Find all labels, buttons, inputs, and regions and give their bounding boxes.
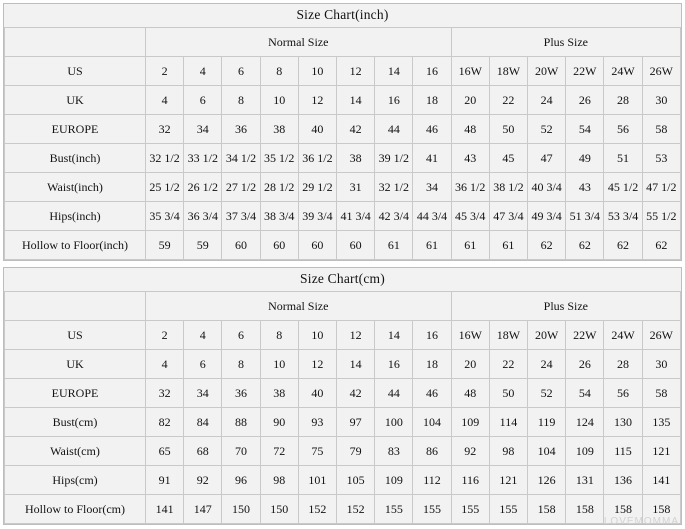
- cell: 109: [451, 408, 489, 437]
- cell: 4: [184, 57, 222, 86]
- cell: 158: [604, 495, 642, 524]
- cell: 70: [222, 437, 260, 466]
- cell: 10: [298, 321, 336, 350]
- cell: 38: [260, 115, 298, 144]
- cell: 115: [604, 437, 642, 466]
- cell: 155: [413, 495, 451, 524]
- cell: 152: [298, 495, 336, 524]
- cell: 61: [413, 231, 451, 260]
- cell: 40: [298, 379, 336, 408]
- cell: 30: [642, 350, 680, 379]
- table-row: [5, 144, 681, 173]
- cell: 50: [489, 379, 527, 408]
- cell: 109: [375, 466, 413, 495]
- cell: 2: [146, 57, 184, 86]
- cell: 68: [184, 437, 222, 466]
- cell: 58: [642, 115, 680, 144]
- cell: 158: [642, 495, 680, 524]
- row-label-europe: EUROPE: [5, 115, 146, 144]
- cell: 41 3/4: [337, 202, 375, 231]
- cell: 16: [375, 350, 413, 379]
- cell: 75: [298, 437, 336, 466]
- cell: 22: [489, 86, 527, 115]
- cell: 88: [222, 408, 260, 437]
- cell: 22W: [566, 57, 604, 86]
- cell: 82: [146, 408, 184, 437]
- size-chart-inch: [3, 3, 682, 261]
- cell: 22: [489, 350, 527, 379]
- cell: 6: [222, 321, 260, 350]
- cell: 26: [566, 350, 604, 379]
- cell: 20W: [528, 57, 566, 86]
- row-label-bust: Bust(inch): [5, 144, 146, 173]
- cell: 135: [642, 408, 680, 437]
- table-row: [5, 350, 681, 379]
- cell: 2: [146, 321, 184, 350]
- cell: 147: [184, 495, 222, 524]
- cell: 121: [489, 466, 527, 495]
- cell: 150: [222, 495, 260, 524]
- cell: 29 1/2: [298, 173, 336, 202]
- cell: 91: [146, 466, 184, 495]
- cell: 12: [298, 350, 336, 379]
- cell: 26: [566, 86, 604, 115]
- row-label-hips: Hips(cm): [5, 466, 146, 495]
- group-header-normal-size: Normal Size: [146, 292, 452, 321]
- cell: 150: [260, 495, 298, 524]
- cell: 79: [337, 437, 375, 466]
- cell: 92: [184, 466, 222, 495]
- cell: 6: [222, 57, 260, 86]
- cell: 44 3/4: [413, 202, 451, 231]
- cell: 59: [184, 231, 222, 260]
- table-row: [5, 379, 681, 408]
- cell: 86: [413, 437, 451, 466]
- cell: 30: [642, 86, 680, 115]
- cell: 18W: [489, 321, 527, 350]
- cell: 58: [642, 379, 680, 408]
- cell: 42 3/4: [375, 202, 413, 231]
- cell: 39 3/4: [298, 202, 336, 231]
- cell: 72: [260, 437, 298, 466]
- size-chart-cm: [3, 267, 682, 525]
- table-row: [5, 202, 681, 231]
- cell: 24W: [604, 57, 642, 86]
- cell: 18W: [489, 57, 527, 86]
- group-header-plus-size: Plus Size: [451, 28, 680, 57]
- cell: 36: [222, 115, 260, 144]
- row-label-us: US: [5, 57, 146, 86]
- cell: 24W: [604, 321, 642, 350]
- cell: 4: [184, 321, 222, 350]
- row-label-bust: Bust(cm): [5, 408, 146, 437]
- cell: 46: [413, 115, 451, 144]
- cell: 52: [528, 379, 566, 408]
- group-header-plus-size: Plus Size: [451, 292, 680, 321]
- cell: 47 1/2: [642, 173, 680, 202]
- cell: 158: [528, 495, 566, 524]
- cell: 32: [146, 115, 184, 144]
- cell: 40: [298, 115, 336, 144]
- cell: 105: [337, 466, 375, 495]
- table-row: [5, 408, 681, 437]
- cell: 52: [528, 115, 566, 144]
- cell: 51: [604, 144, 642, 173]
- cell: 44: [375, 379, 413, 408]
- group-header-normal-size: Normal Size: [146, 28, 452, 57]
- cell: 90: [260, 408, 298, 437]
- cell: 16: [413, 321, 451, 350]
- cell: 46: [413, 379, 451, 408]
- row-label-hollow-to-floor: Hollow to Floor(inch): [5, 231, 146, 260]
- cell: 14: [375, 321, 413, 350]
- cell: 40 3/4: [528, 173, 566, 202]
- cell: 45 3/4: [451, 202, 489, 231]
- cell: 109: [566, 437, 604, 466]
- row-label-uk: UK: [5, 350, 146, 379]
- cell: 16W: [451, 57, 489, 86]
- cell: 20: [451, 86, 489, 115]
- row-label-hips: Hips(inch): [5, 202, 146, 231]
- cell: 50: [489, 115, 527, 144]
- table-row: [5, 231, 681, 260]
- cell: 51 3/4: [566, 202, 604, 231]
- cell: 43: [451, 144, 489, 173]
- cell: 14: [375, 57, 413, 86]
- cell: 124: [566, 408, 604, 437]
- cell: 155: [375, 495, 413, 524]
- cell: 96: [222, 466, 260, 495]
- cell: 36 1/2: [451, 173, 489, 202]
- cell: 136: [604, 466, 642, 495]
- cell: 33 1/2: [184, 144, 222, 173]
- group-header-row: [5, 292, 681, 321]
- cell: 22W: [566, 321, 604, 350]
- cell: 41: [413, 144, 451, 173]
- cell: 56: [604, 115, 642, 144]
- cell: 54: [566, 379, 604, 408]
- cell: 38 1/2: [489, 173, 527, 202]
- cell: 49: [566, 144, 604, 173]
- cell: 18: [413, 350, 451, 379]
- cell: 24: [528, 350, 566, 379]
- cell: 38: [337, 144, 375, 173]
- cell: 28: [604, 350, 642, 379]
- cell: 36: [222, 379, 260, 408]
- cell: 61: [375, 231, 413, 260]
- chart-title-inch: Size Chart(inch): [4, 4, 681, 27]
- cell: 8: [222, 86, 260, 115]
- cell: 155: [489, 495, 527, 524]
- row-label-us: US: [5, 321, 146, 350]
- cell: 20W: [528, 321, 566, 350]
- cell: 48: [451, 379, 489, 408]
- size-table-cm: [4, 291, 681, 524]
- cell: 101: [298, 466, 336, 495]
- cell: 42: [337, 379, 375, 408]
- cell: 61: [451, 231, 489, 260]
- cell: 12: [337, 321, 375, 350]
- cell: 60: [298, 231, 336, 260]
- cell: 62: [528, 231, 566, 260]
- cell: 104: [528, 437, 566, 466]
- row-label-hollow-to-floor: Hollow to Floor(cm): [5, 495, 146, 524]
- cell: 38: [260, 379, 298, 408]
- cell: 28 1/2: [260, 173, 298, 202]
- table-row: [5, 115, 681, 144]
- cell: 60: [337, 231, 375, 260]
- cell: 6: [184, 350, 222, 379]
- cell: 6: [184, 86, 222, 115]
- cell: 119: [528, 408, 566, 437]
- cell: 35 1/2: [260, 144, 298, 173]
- corner-cell: [5, 292, 146, 321]
- cell: 12: [337, 57, 375, 86]
- group-header-row: [5, 28, 681, 57]
- cell: 26W: [642, 57, 680, 86]
- cell: 18: [413, 86, 451, 115]
- cell: 39 1/2: [375, 144, 413, 173]
- cell: 47 3/4: [489, 202, 527, 231]
- watermark-text: LOVEMOMMA: [603, 516, 679, 527]
- cell: 155: [451, 495, 489, 524]
- cell: 104: [413, 408, 451, 437]
- corner-cell: [5, 28, 146, 57]
- cell: 54: [566, 115, 604, 144]
- cell: 16: [413, 57, 451, 86]
- table-row: [5, 437, 681, 466]
- cell: 36 1/2: [298, 144, 336, 173]
- row-label-waist: Waist(inch): [5, 173, 146, 202]
- cell: 83: [375, 437, 413, 466]
- cell: 36 3/4: [184, 202, 222, 231]
- cell: 45 1/2: [604, 173, 642, 202]
- cell: 141: [642, 466, 680, 495]
- cell: 34: [413, 173, 451, 202]
- cell: 27 1/2: [222, 173, 260, 202]
- cell: 59: [146, 231, 184, 260]
- cell: 62: [604, 231, 642, 260]
- cell: 34: [184, 115, 222, 144]
- cell: 100: [375, 408, 413, 437]
- cell: 4: [146, 350, 184, 379]
- cell: 8: [260, 321, 298, 350]
- cell: 48: [451, 115, 489, 144]
- cell: 16W: [451, 321, 489, 350]
- cell: 121: [642, 437, 680, 466]
- cell: 60: [260, 231, 298, 260]
- cell: 12: [298, 86, 336, 115]
- cell: 8: [222, 350, 260, 379]
- cell: 10: [260, 350, 298, 379]
- cell: 92: [451, 437, 489, 466]
- cell: 26W: [642, 321, 680, 350]
- cell: 42: [337, 115, 375, 144]
- cell: 34: [184, 379, 222, 408]
- cell: 25 1/2: [146, 173, 184, 202]
- table-row: [5, 321, 681, 350]
- cell: 32: [146, 379, 184, 408]
- cell: 98: [489, 437, 527, 466]
- cell: 44: [375, 115, 413, 144]
- cell: 152: [337, 495, 375, 524]
- cell: 10: [298, 57, 336, 86]
- cell: 114: [489, 408, 527, 437]
- cell: 62: [566, 231, 604, 260]
- size-table-inch: [4, 27, 681, 260]
- cell: 34 1/2: [222, 144, 260, 173]
- cell: 20: [451, 350, 489, 379]
- cell: 14: [337, 350, 375, 379]
- cell: 65: [146, 437, 184, 466]
- cell: 24: [528, 86, 566, 115]
- table-row: [5, 86, 681, 115]
- cell: 37 3/4: [222, 202, 260, 231]
- cell: 141: [146, 495, 184, 524]
- cell: 98: [260, 466, 298, 495]
- table-row: [5, 495, 681, 524]
- cell: 130: [604, 408, 642, 437]
- cell: 126: [528, 466, 566, 495]
- cell: 32 1/2: [375, 173, 413, 202]
- cell: 84: [184, 408, 222, 437]
- cell: 53: [642, 144, 680, 173]
- cell: 47: [528, 144, 566, 173]
- cell: 112: [413, 466, 451, 495]
- cell: 10: [260, 86, 298, 115]
- cell: 35 3/4: [146, 202, 184, 231]
- row-label-europe: EUROPE: [5, 379, 146, 408]
- cell: 60: [222, 231, 260, 260]
- cell: 61: [489, 231, 527, 260]
- table-row: [5, 466, 681, 495]
- cell: 8: [260, 57, 298, 86]
- cell: 116: [451, 466, 489, 495]
- table-row: [5, 173, 681, 202]
- cell: 4: [146, 86, 184, 115]
- cell: 31: [337, 173, 375, 202]
- cell: 14: [337, 86, 375, 115]
- cell: 16: [375, 86, 413, 115]
- cell: 26 1/2: [184, 173, 222, 202]
- cell: 32 1/2: [146, 144, 184, 173]
- row-label-uk: UK: [5, 86, 146, 115]
- cell: 38 3/4: [260, 202, 298, 231]
- cell: 55 1/2: [642, 202, 680, 231]
- cell: 49 3/4: [528, 202, 566, 231]
- cell: 93: [298, 408, 336, 437]
- cell: 45: [489, 144, 527, 173]
- cell: 158: [566, 495, 604, 524]
- cell: 28: [604, 86, 642, 115]
- table-row: [5, 57, 681, 86]
- row-label-waist: Waist(cm): [5, 437, 146, 466]
- chart-title-cm: Size Chart(cm): [4, 268, 681, 291]
- cell: 62: [642, 231, 680, 260]
- cell: 53 3/4: [604, 202, 642, 231]
- cell: 56: [604, 379, 642, 408]
- cell: 97: [337, 408, 375, 437]
- cell: 131: [566, 466, 604, 495]
- cell: 43: [566, 173, 604, 202]
